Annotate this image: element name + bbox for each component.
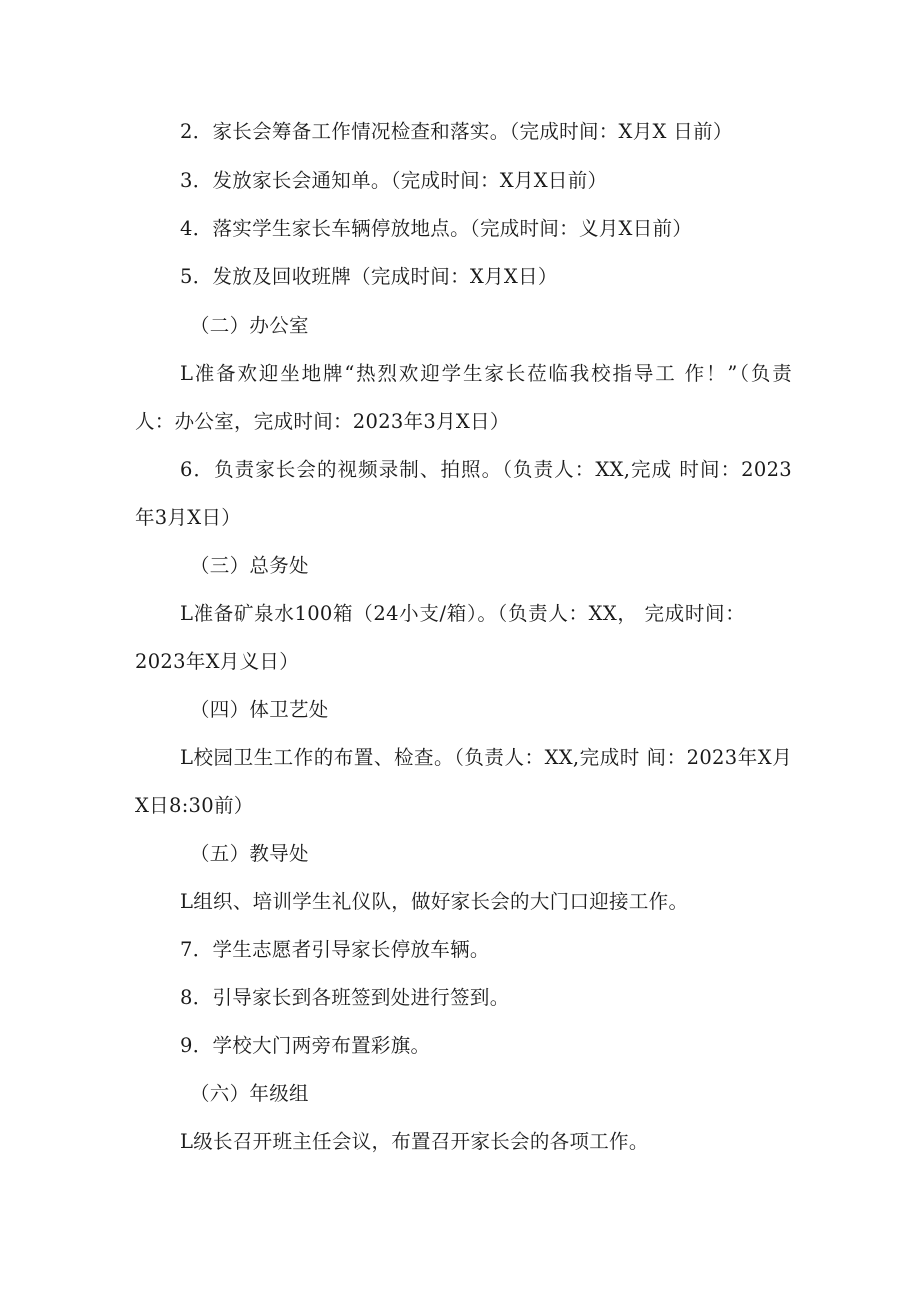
- pe-health-arts-item-1-line-1: L校园卫生工作的布置、检查。（负责人：XX,完成时 间：2023年X月: [180, 746, 792, 769]
- item-4-parking: 4．落实学生家长车辆停放地点。（完成时间：义月X日前）: [180, 217, 693, 240]
- item-6-video-line-2: 年3月X日）: [135, 506, 242, 529]
- item-5-class-sign: 5．发放及回收班牌（完成时间：X月X日）: [180, 265, 558, 288]
- section-heading-grade-group: （六）年级组: [190, 1082, 309, 1105]
- item-7-volunteers: 7．学生志愿者引导家长停放车辆。: [180, 938, 490, 961]
- grade-group-item-1: L级长召开班主任会议，布置召开家长会的各项工作。: [180, 1130, 649, 1153]
- office-item-1-line-2: 人：办公室，完成时间：2023年3月X日）: [135, 410, 510, 433]
- section-heading-general-affairs: （三）总务处: [190, 554, 309, 577]
- office-item-1-line-1: L准备欢迎坐地牌“热烈欢迎学生家长莅临我校指导工 作！”（负责: [180, 362, 792, 385]
- section-heading-academic-affairs: （五）教导处: [190, 842, 309, 865]
- general-affairs-item-1-line-1: L准备矿泉水100箱（24小支/箱）。（负责人：XX， 完成时间：: [180, 602, 745, 625]
- general-affairs-item-1-line-2: 2023年X月义日）: [135, 650, 300, 673]
- pe-health-arts-item-1-line-2: X日8:30前）: [135, 794, 254, 817]
- item-2-checklist: 2．家长会筹备工作情况检查和落实。（完成时间：X月X 日前）: [180, 120, 733, 143]
- item-8-sign-in: 8．引导家长到各班签到处进行签到。: [180, 986, 510, 1009]
- item-6-video-line-1: 6．负责家长会的视频录制、拍照。（负责人：XX,完成 时间：2023: [180, 458, 792, 481]
- item-3-notice: 3．发放家长会通知单。（完成时间：X月X日前）: [180, 169, 608, 192]
- academic-affairs-item-1: L组织、培训学生礼仪队，做好家长会的大门口迎接工作。: [180, 890, 689, 913]
- section-heading-pe-health-arts: （四）体卫艺处: [190, 698, 329, 721]
- item-9-flags: 9．学校大门两旁布置彩旗。: [180, 1034, 431, 1057]
- section-heading-office: （二）办公室: [190, 314, 309, 337]
